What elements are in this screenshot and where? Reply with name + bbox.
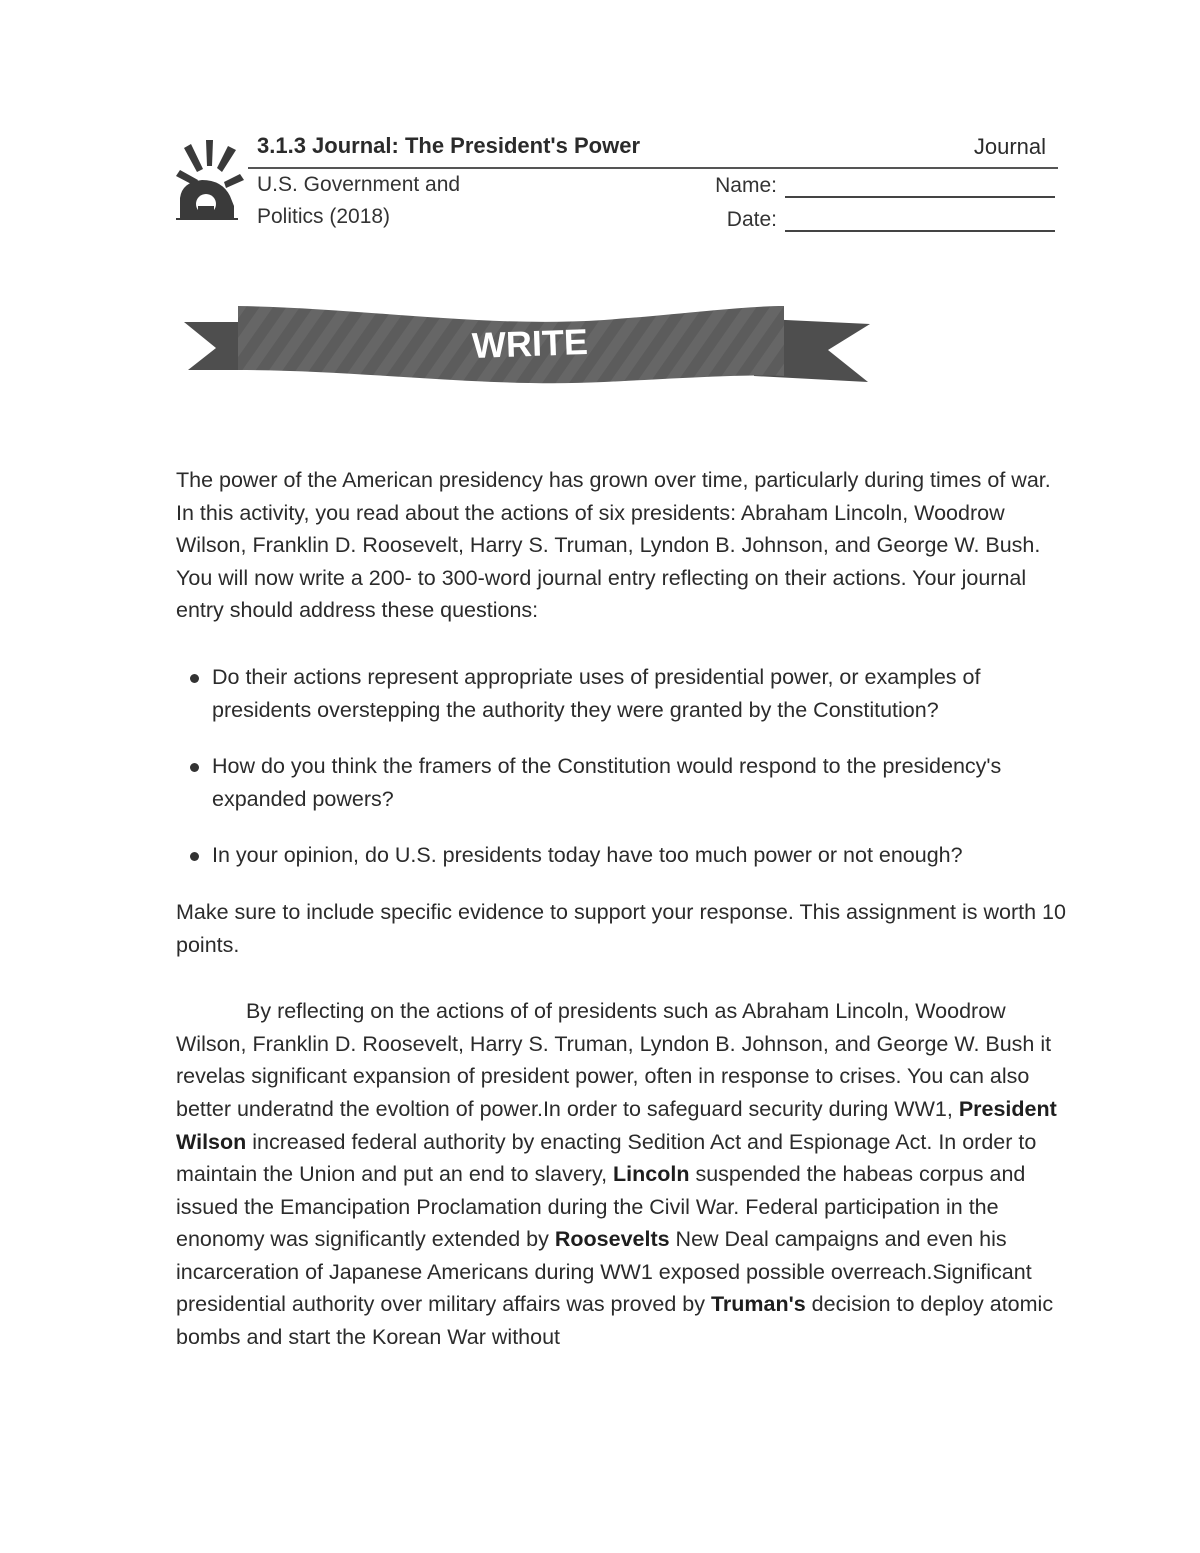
instructions-paragraph: Make sure to include specific evidence to support your response. This assignment is worth 10 points. (176, 899, 1066, 957)
document-type-label: Journal (973, 134, 1046, 159)
emphasis-wilson: President Wilson (176, 1096, 1057, 1154)
response-text-5: decision to deploy atomic bombs and start the Korean War without (176, 1292, 1054, 1350)
journal-content (176, 464, 1066, 1354)
question-3: In your opinion, do U.S. presidents today have too much power or not enough? (212, 843, 963, 868)
date-input-line[interactable] (785, 208, 1055, 232)
response-text-4: New Deal campaigns and even his incarceration of Japanese Americans during WW1 exposed possible overreach.Significant presidential authority over military affairs was proved by (176, 1227, 1032, 1317)
response-text-2: increased federal authority by enacting Sedition Act and Espionage Act. In order to maintain the Union and put an end to slavery, (176, 1129, 1037, 1187)
banner-text: WRITE (471, 320, 589, 367)
response-text-3: suspended the habeas corpus and issued the Emancipation Proclamation during the Civil War. Federal participation in the enonomy was significantly extended by (176, 1162, 1026, 1252)
bullet-icon (190, 674, 199, 683)
list-item (176, 839, 1066, 872)
list-item (176, 661, 1066, 726)
response-text-1: By reflecting on the actions of of presidents such as Abraham Lincoln, Woodrow Wilson, Franklin D. Roosevelt, Harry S. Truman, Lyndon B. Johnson, and George W. Bush it revelas significant expansion of president power, often in response to crises. You can also better underatnd the evoltion of power.In order to safeguard security during WW1, (176, 999, 1052, 1121)
course-name-line-1: U.S. Government and (257, 173, 461, 196)
intro-paragraph: The power of the American presidency has grown over time, particularly during times of war. In this activity, you read about the actions of six presidents: Abraham Lincoln, Woodrow Wilson, Franklin D. Roosevelt, Harry S. Truman, Lyndon B. Johnson, and George W. Bush. You will now write a 200- to 300-word journal entry reflecting on their actions. Your journal entry should address these questions: (176, 468, 1051, 623)
list-item (176, 750, 1066, 815)
question-1: Do their actions represent appropriate uses of presidential power, or examples of presidents overstepping the authority they were granted by the Constitution? (212, 664, 981, 722)
date-label: Date: (726, 208, 777, 231)
sun-logo-icon (176, 136, 244, 220)
course-name-line-2: Politics (2018) (257, 205, 391, 228)
name-input-line[interactable] (785, 174, 1055, 198)
emphasis-trumans: Truman's (710, 1292, 806, 1317)
course-name (257, 169, 517, 233)
name-label: Name: (715, 174, 777, 197)
bullet-icon (190, 852, 199, 861)
bullet-icon (190, 763, 199, 772)
journal-title: 3.1.3 Journal: The President's Power (257, 133, 641, 158)
date-field (697, 208, 1055, 232)
question-list (176, 661, 1066, 872)
emphasis-lincoln: Lincoln (613, 1162, 690, 1187)
name-field (697, 174, 1055, 198)
question-2: How do you think the framers of the Constitution would respond to the presidency's expanded powers? (212, 754, 1002, 811)
emphasis-roosevelts: Roosevelts (554, 1227, 670, 1252)
write-banner (184, 300, 874, 390)
response-paragraph[interactable] (176, 995, 1066, 1354)
